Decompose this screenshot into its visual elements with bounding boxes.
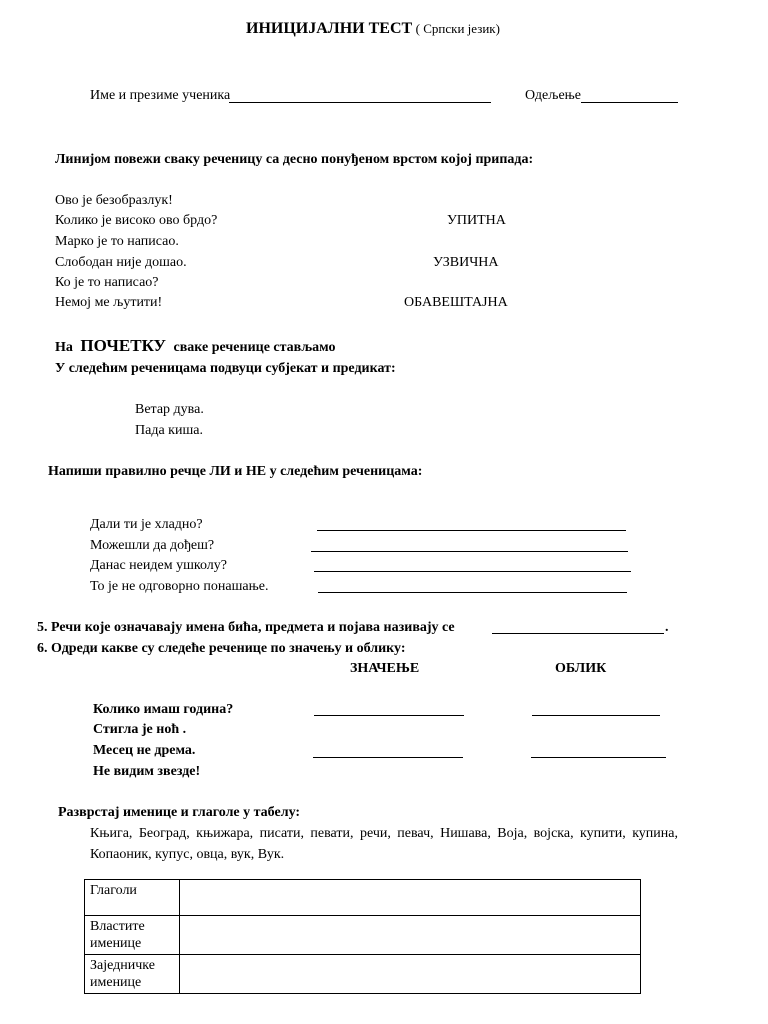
task5-end: .	[665, 620, 669, 635]
task3-instruction: Напиши правилно речце ЛИ и НЕ у следећим реченицама:	[48, 464, 423, 479]
task5-text: 5. Речи које означавају имена бића, предмета и појава називају се	[37, 620, 455, 635]
task3-sentence: Дали ти је хладно?	[90, 517, 203, 532]
meaning-line	[313, 757, 463, 758]
answer-line	[314, 571, 631, 572]
task2-sentence: Пада киша.	[135, 423, 203, 438]
task2-prefix: На	[55, 340, 73, 355]
task3-sentence: То је не одговорно понашање.	[90, 579, 269, 594]
class-label: Одељење	[525, 88, 581, 103]
table-row	[85, 955, 641, 994]
meaning-line	[314, 715, 464, 716]
answer-line	[317, 530, 626, 531]
task2-emphasis: ПОЧЕТКУ	[80, 336, 167, 355]
task1-type-question: УПИТНА	[447, 213, 506, 228]
task6-sentence: Месец не дрема.	[93, 743, 196, 758]
table-row	[85, 880, 641, 916]
task1-sentence: Колико је високо ово брдо?	[55, 213, 218, 228]
task1-sentence: Слободан није дошао.	[55, 255, 187, 270]
task1-instruction: Линијом повежи сваку реченицу са десно понуђеном врстом којој припада:	[55, 152, 534, 167]
task2-capital-line	[55, 338, 336, 356]
task2-sentence: Ветар дува.	[135, 402, 204, 417]
task6-sentence: Стигла је ноћ .	[93, 722, 187, 737]
page-title	[246, 21, 500, 38]
answer-cell[interactable]	[180, 916, 641, 955]
task6-sentence: Колико имаш година?	[93, 702, 234, 717]
answer-cell[interactable]	[180, 880, 641, 916]
task6-instruction: 6. Одреди какве су следеће реченице по значењу и облику:	[37, 641, 406, 656]
task6-sentence: Не видим звезде!	[93, 764, 201, 779]
task1-sentence: Марко је то написао.	[55, 234, 179, 249]
table-row	[85, 916, 641, 955]
task1-sentence: Ово је безобразлук!	[55, 193, 173, 208]
answer-line	[318, 592, 627, 593]
row-label-verbs: Глаголи	[85, 880, 180, 916]
task1-type-exclamation: УЗВИЧНА	[433, 255, 499, 270]
row-label-proper-nouns: Властите именице	[85, 916, 180, 955]
form-line	[532, 715, 660, 716]
task2-instruction: У следећим реченицама подвуци субјекат и предикат:	[55, 361, 396, 376]
task2-suffix: сваке реченице стављамо	[173, 340, 336, 355]
task7-instruction: Разврстај именице и глаголе у табелу:	[58, 805, 301, 820]
answer-line	[311, 551, 628, 552]
task1-type-declarative: ОБАВЕШТАЈНА	[404, 295, 508, 310]
title-subject: ( Српски језик)	[415, 21, 500, 36]
answer-cell[interactable]	[180, 955, 641, 994]
task5-answer-line	[492, 633, 664, 634]
task1-sentence: Немој ме љутити!	[55, 295, 163, 310]
task6-col-form: ОБЛИК	[555, 661, 607, 676]
task6-col-meaning: ЗНАЧЕЊЕ	[350, 661, 420, 676]
title-text: ИНИЦИЈАЛНИ ТЕСТ	[246, 20, 413, 37]
form-line	[531, 757, 666, 758]
student-name-line	[229, 102, 491, 103]
task1-sentence: Ко је то написао?	[55, 275, 159, 290]
task3-sentence: Можешли да дођеш?	[90, 538, 215, 553]
classification-table	[84, 879, 641, 994]
row-label-common-nouns: Заједничке именице	[85, 955, 180, 994]
student-name-label: Име и презиме ученика	[90, 88, 231, 103]
task7-word-list: Књига, Београд, књижара, писати, певати, речи, певач, Нишава, Воја, војска, купити, купина, Копаоник, купус, овца, вук, Вук.	[90, 826, 678, 862]
task3-sentence: Данас неидем ушколу?	[90, 558, 227, 573]
class-line	[581, 102, 678, 103]
